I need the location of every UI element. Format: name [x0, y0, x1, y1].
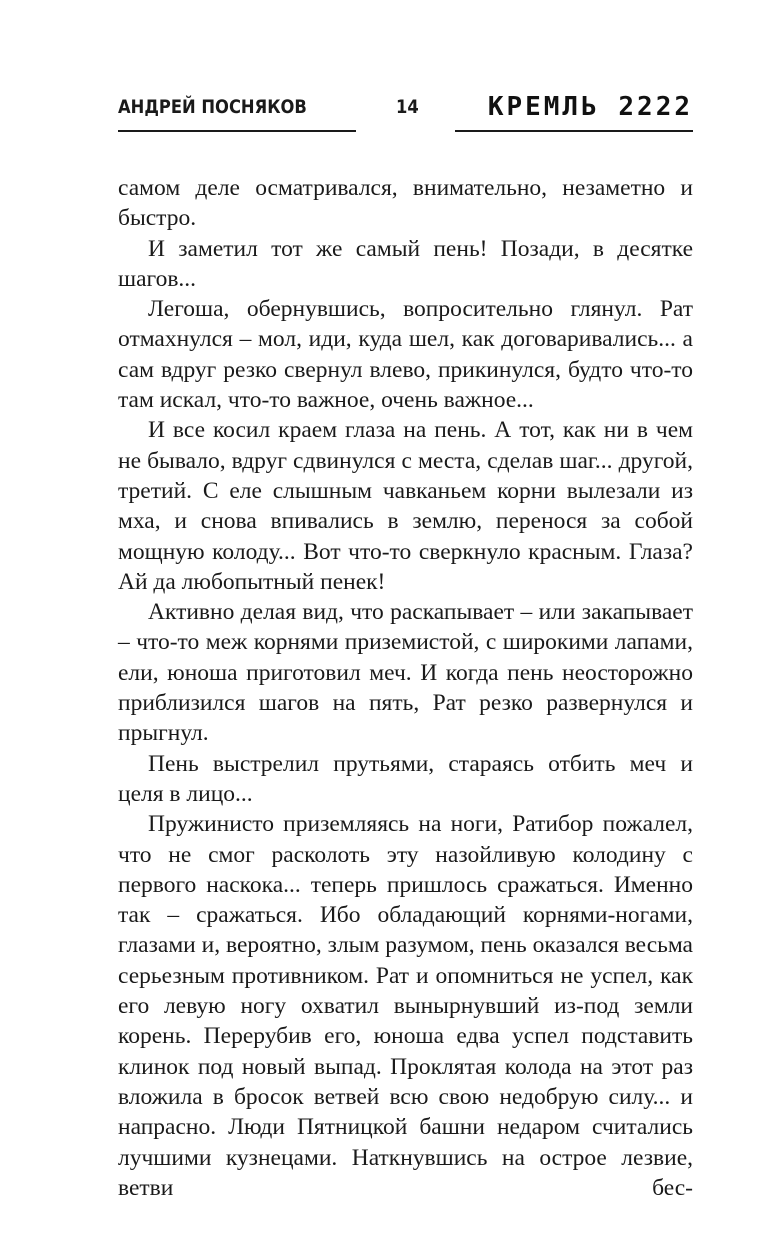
paragraph: самом деле осматривался, внимательно, незаметно и быстро.: [118, 175, 693, 232]
paragraph: И заметил тот же самый пень! Позади, в десятке шагов...: [118, 235, 693, 292]
paragraph: Легоша, обернувшись, вопросительно глянул. Рат отмахнулся – мол, иди, куда шел, как договаривались... а сам вдруг резко свернул влево, прикинулся, будто что-то там искал, что-то важное, очень важное...: [118, 296, 693, 414]
series-title: КРЕМЛЬ 2222: [487, 92, 693, 122]
running-header: [118, 92, 693, 136]
paragraph: Пень выстрелил прутьями, стараясь отбить меч и целя в лицо...: [118, 750, 693, 807]
header-rule-right: [455, 130, 693, 132]
header-author: АНДРЕЙ ПОСНЯКОВ: [118, 96, 307, 118]
header-rule-left: [118, 130, 356, 132]
body-text: [118, 173, 693, 1203]
paragraph: И все косил краем глаза на пень. А тот, как ни в чем не бывало, вдруг сдвинулся с места, сделав шаг... другой, третий. С еле слышным чавканьем корни вылезали из мха, и снова впивались в землю, перенося за собой мощную колоду... Вот что-то сверкнуло красным. Глаза? Ай да любопытный пенек!: [118, 417, 693, 595]
paragraph: Активно делая вид, что раскапывает – или закапывает – что-то меж корнями приземистой, с широкими лапами, ели, юноша приготовил меч. И когда пень неосторожно приблизился шагов на пять, Рат резко развернулся и прыгнул.: [118, 599, 693, 747]
page-number: 14: [396, 96, 419, 118]
paragraph: Пружинисто приземляясь на ноги, Ратибор пожалел, что не смог расколоть эту назойливую колодину с первого наскока... теперь пришлось сражаться. Именно так – сражаться. Ибо обладающий корнями-ногами, глазами и, вероятно, злым разумом, пень оказался весьма серьезным противником. Рат и опомниться не успел, как его левую ногу охватил вынырнувший из-под земли корень. Перерубив его, юноша едва успел подставить клинок под новый выпад. Проклятая колода на этот раз вложила в бросок ветвей всю свою недобрую силу... и напрасно. Люди Пятницкой башни недаром считались лучшими кузнецами. Наткнувшись на острое лезвие, ветви бес-: [118, 811, 693, 1201]
